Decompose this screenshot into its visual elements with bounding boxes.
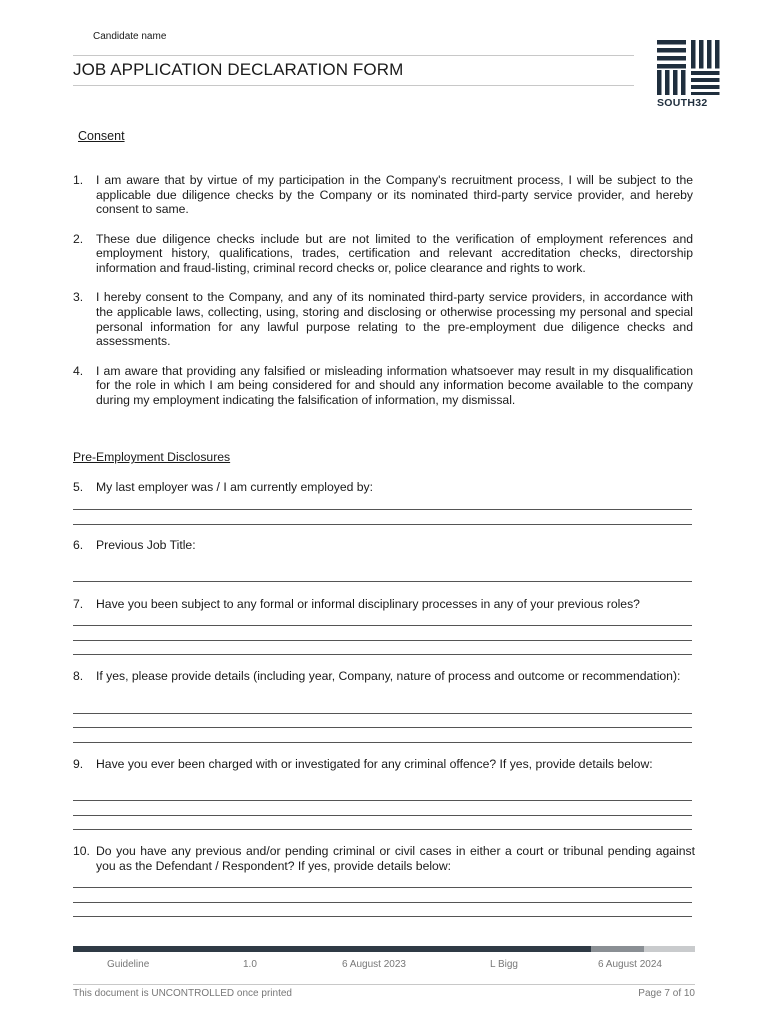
answer-line[interactable] <box>73 887 692 888</box>
item-text: Have you ever been charged with or investigated for any criminal offence? If yes, provide details below: <box>96 757 653 771</box>
item-number: 2. <box>73 231 84 246</box>
answer-line[interactable] <box>73 902 692 903</box>
item-number: 10. <box>73 844 90 858</box>
answer-line[interactable] <box>73 916 692 917</box>
question-5 <box>73 480 695 495</box>
footer-bar-light <box>644 946 695 952</box>
item-text: My last employer was / I am currently employed by: <box>96 480 374 494</box>
answer-line[interactable] <box>73 625 692 626</box>
answer-line[interactable] <box>73 727 692 728</box>
consent-item <box>73 232 693 276</box>
answer-line[interactable] <box>73 509 692 510</box>
consent-item <box>73 173 693 217</box>
header-divider-bottom <box>73 85 634 86</box>
answer-line[interactable] <box>73 800 692 801</box>
footer-author: L Bigg <box>490 959 518 970</box>
footer-review-date: 6 August 2024 <box>598 959 662 970</box>
page-title: JOB APPLICATION DECLARATION FORM <box>73 60 404 79</box>
footer-doc-type: Guideline <box>107 959 150 970</box>
item-number: 7. <box>73 597 84 611</box>
uncontrolled-notice: This document is UNCONTROLLED once printed <box>73 988 292 999</box>
answer-line[interactable] <box>73 640 692 641</box>
consent-item <box>73 364 693 408</box>
footer-version: 1.0 <box>243 959 257 970</box>
consent-item <box>73 290 693 349</box>
footer-bar-mid <box>591 946 644 952</box>
item-number: 4. <box>73 363 84 378</box>
item-number: 3. <box>73 290 84 305</box>
answer-line[interactable] <box>73 654 692 655</box>
question-8 <box>73 669 695 684</box>
item-text: I am aware that by virtue of my participation in the Company's recruitment process, I will be subject to the applicable due diligence checks by the Company or its nominated third-party service provider, and hereby consent to same. <box>96 173 693 217</box>
question-6 <box>73 538 695 553</box>
footer-issue-date: 6 August 2023 <box>342 959 406 970</box>
item-text: I hereby consent to the Company, and any of its nominated third-party service providers, in accordance with the applicable laws, collecting, using, storing and disclosing or otherwise processing my personal and special personal information for any lawful purpose relating to the pre-employment due diligence checks and assessments. <box>96 290 693 349</box>
candidate-name-label: Candidate name <box>93 31 167 42</box>
answer-line[interactable] <box>73 713 692 714</box>
logo-wordmark: SOUTH32 <box>657 97 708 109</box>
item-text: Previous Job Title: <box>96 538 196 552</box>
south32-logo <box>657 40 723 108</box>
answer-line[interactable] <box>73 829 692 830</box>
item-number: 9. <box>73 757 84 771</box>
answer-line[interactable] <box>73 581 692 582</box>
header-divider-top <box>73 55 634 56</box>
page-number: Page 7 of 10 <box>638 988 695 999</box>
consent-heading: Consent <box>78 129 125 143</box>
answer-line[interactable] <box>73 524 692 525</box>
question-9 <box>73 757 695 772</box>
south32-logo-mark-icon <box>657 40 723 96</box>
question-7 <box>73 597 695 612</box>
item-number: 6. <box>73 538 84 552</box>
footer-bar-dark <box>73 946 591 952</box>
item-text: I am aware that providing any falsified or misleading information whatsoever may result in my disqualification for the role in which I am being considered for and should any information become available to the company during my employment indicating the falsification of information, my dismissal. <box>96 363 693 407</box>
item-text: These due diligence checks include but are not limited to the verification of employment references and employment history, qualifications, trades, certification and relevant accreditation checks, directorship information and fraud-listing, criminal record checks or, police clearance and rights to work. <box>96 231 693 276</box>
footer-divider <box>73 984 695 985</box>
item-text: Have you been subject to any formal or informal disciplinary processes in any of your previous roles? <box>96 597 640 611</box>
item-text: Do you have any previous and/or pending criminal or civil cases in either a court or tribunal pending against you as the Defendant / Respondent? If yes, provide details below: <box>96 844 695 873</box>
answer-line[interactable] <box>73 815 692 816</box>
item-number: 8. <box>73 669 84 683</box>
question-10 <box>73 844 695 873</box>
disclosures-heading: Pre-Employment Disclosures <box>73 450 231 464</box>
item-number: 1. <box>73 173 84 187</box>
item-number: 5. <box>73 480 84 494</box>
item-text: If yes, please provide details (including year, Company, nature of process and outcome or recommendation): <box>96 669 681 683</box>
answer-line[interactable] <box>73 742 692 743</box>
consent-list <box>73 173 693 422</box>
